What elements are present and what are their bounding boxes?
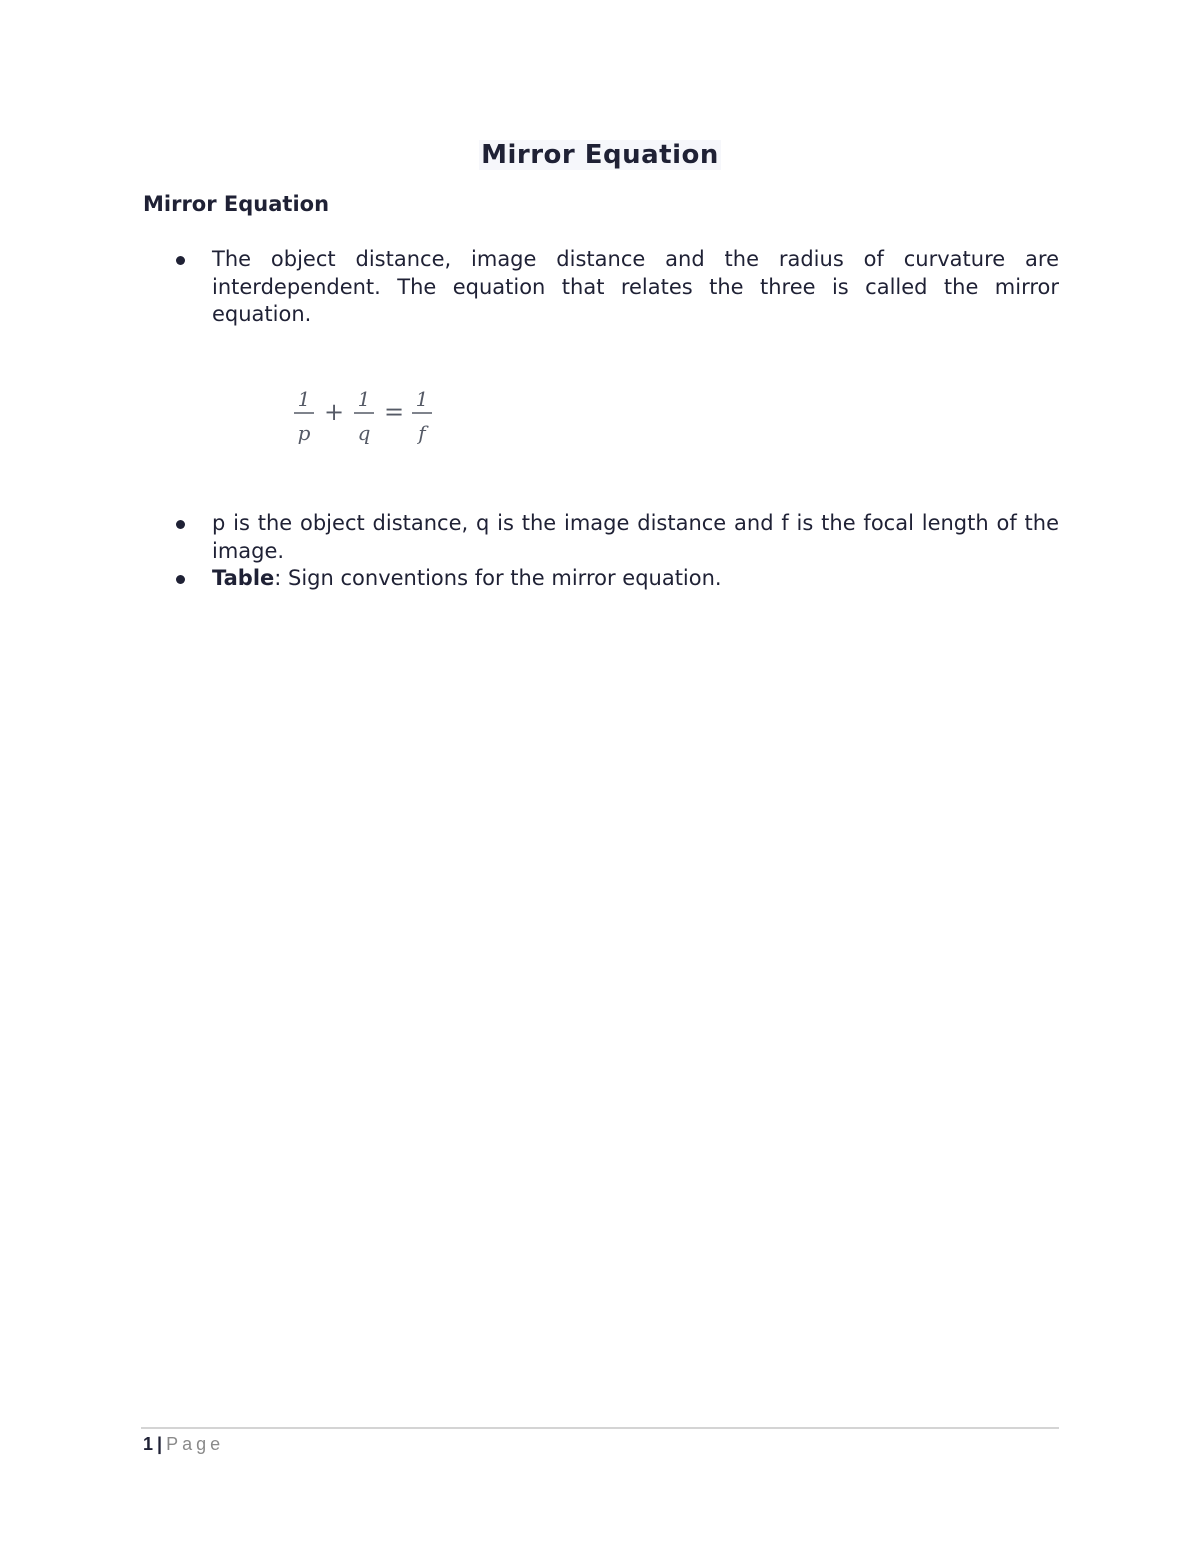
equation-term1-numerator: 1	[297, 387, 311, 411]
page-footer	[143, 1434, 224, 1455]
bullet-list-definitions	[143, 510, 1059, 593]
page-number: 1	[143, 1434, 154, 1454]
list-item-table	[143, 565, 1059, 593]
table-label: Table	[212, 566, 275, 590]
table-caption: : Sign conventions for the mirror equation.	[274, 566, 722, 590]
page-title-text: Mirror Equation	[481, 140, 719, 170]
footer-separator: |	[157, 1434, 163, 1454]
equation-equals-sign: =	[383, 398, 405, 426]
equation-term3-denominator: f	[418, 421, 426, 445]
equation-term3-numerator: 1	[415, 387, 429, 411]
page-label: Page	[166, 1434, 225, 1454]
list-item: p is the object distance, q is the image distance and f is the focal length of the image.	[143, 510, 1059, 565]
equation-term2-numerator: 1	[357, 387, 371, 411]
list-item: The object distance, image distance and the radius of curvature are interdependent. The equation that relates the three is called the mirror equation.	[143, 246, 1059, 329]
bullet-list-intro	[143, 246, 1059, 329]
footer-divider	[141, 1427, 1059, 1429]
mirror-equation-image	[288, 380, 438, 452]
page-title	[0, 140, 1200, 170]
equation-term2-denominator: q	[357, 421, 371, 445]
equation-plus-sign: +	[323, 398, 345, 426]
section-heading: Mirror Equation	[143, 192, 330, 216]
equation-term1-denominator: p	[297, 421, 311, 445]
